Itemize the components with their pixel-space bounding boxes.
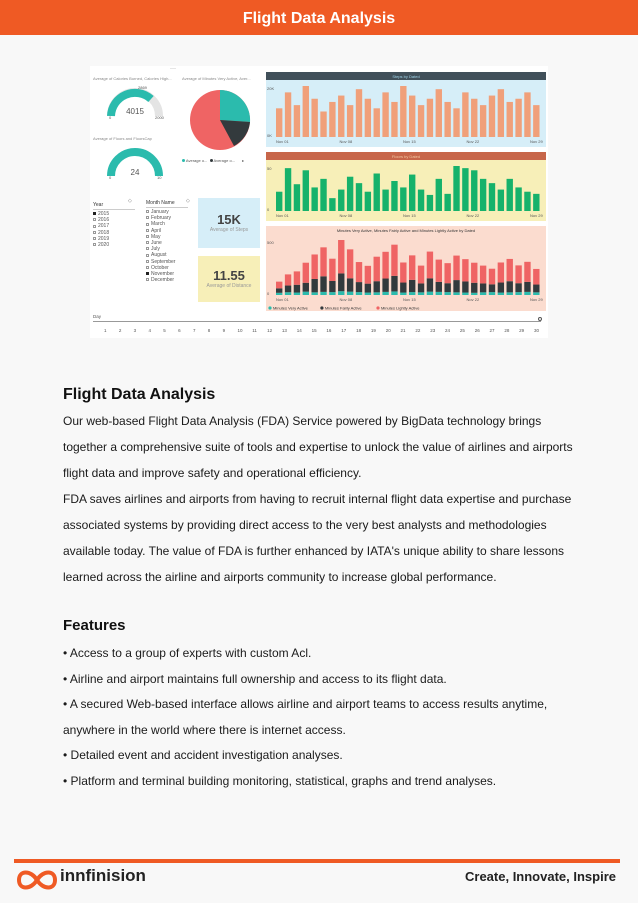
- checkbox-icon[interactable]: [146, 260, 149, 263]
- bar-segment: [347, 278, 353, 291]
- bar-segment: [409, 255, 415, 279]
- day-tick-label: 26: [474, 328, 480, 333]
- activity-pie-chart: [188, 88, 252, 152]
- bar: [489, 183, 495, 211]
- month-option-label: June: [151, 240, 162, 247]
- checkbox-icon[interactable]: [93, 231, 96, 234]
- bar-segment: [515, 283, 521, 292]
- bar: [285, 168, 291, 211]
- day-tick-label: 14: [296, 328, 302, 333]
- checkbox-icon[interactable]: [146, 223, 149, 226]
- month-option-label: September: [151, 258, 176, 265]
- legend-marker: [320, 306, 323, 309]
- checkbox-icon[interactable]: [93, 237, 96, 240]
- list-item: • Platform and terminal building monitoring, statistical, graphs and trend analyses.: [63, 773, 497, 788]
- chart-title: Floors by Dated: [391, 154, 421, 159]
- bar-segment: [276, 288, 282, 292]
- year-option-label: 2020: [98, 242, 110, 249]
- bar-segment: [400, 283, 406, 293]
- bar-segment: [382, 252, 388, 279]
- bar-segment: [471, 293, 477, 295]
- day-tick-label: 5: [163, 328, 166, 333]
- bar-segment: [311, 279, 317, 292]
- bar-segment: [400, 293, 406, 295]
- gauge2-title: Average of Floors and FloorsCap: [93, 136, 152, 141]
- bar-segment: [294, 293, 300, 295]
- bar-segment: [329, 259, 335, 281]
- legend-marker: [268, 306, 271, 309]
- bar-segment: [400, 262, 406, 282]
- day-tick-label: 29: [519, 328, 525, 333]
- bar-segment: [303, 263, 309, 283]
- bar: [453, 108, 459, 137]
- day-tick-label: 27: [489, 328, 495, 333]
- bar-segment: [471, 263, 477, 283]
- bar-segment: [285, 274, 291, 285]
- chart-title: Minutes Very Active, Minutes Fairly Active and Minutes Lightly Active by Dated: [336, 228, 476, 233]
- day-slider-label: Day: [93, 314, 102, 319]
- gauge2-value: 24: [130, 168, 140, 177]
- bar-segment: [347, 249, 353, 278]
- month-slicer: [146, 200, 188, 283]
- bar-segment: [444, 292, 450, 295]
- gauge2-min: 0: [109, 175, 112, 180]
- day-tick-label: 10: [237, 328, 243, 333]
- day-tick-label: 17: [341, 328, 347, 333]
- steps-kpi-card: [198, 198, 260, 248]
- x-tick-label: Nov 29: [530, 297, 543, 302]
- bar: [400, 187, 406, 211]
- month-option-label: January: [151, 209, 169, 215]
- bar-segment: [524, 292, 530, 295]
- bar: [444, 194, 450, 211]
- list-item: • Airline and airport maintains full ownership and access to its flight data.: [63, 671, 447, 686]
- x-tick-label: Nov 29: [530, 139, 543, 144]
- checkbox-icon[interactable]: [146, 278, 149, 281]
- year-slicer-header: Year: [93, 202, 135, 210]
- bar: [515, 99, 521, 137]
- bar: [347, 105, 353, 137]
- bar-segment: [391, 245, 397, 276]
- bar: [400, 86, 406, 137]
- day-tick-label: 28: [504, 328, 510, 333]
- bar: [533, 105, 539, 137]
- month-option[interactable]: [146, 277, 188, 283]
- bar-segment: [507, 281, 513, 292]
- year-slicer: [93, 202, 135, 248]
- pie-legend-item-2: Average o...: [213, 158, 236, 163]
- year-option-label: 2015: [98, 211, 110, 217]
- checkbox-icon[interactable]: [146, 266, 149, 269]
- pie-legend: Average o... Average o... ▸: [182, 158, 244, 163]
- bar-segment: [444, 263, 450, 283]
- checkbox-icon[interactable]: [146, 247, 149, 250]
- day-tick-label: 30: [534, 328, 540, 333]
- month-option-label: March: [151, 221, 165, 228]
- bar: [515, 187, 521, 211]
- bar: [524, 92, 530, 137]
- bar: [471, 170, 477, 211]
- bar: [507, 179, 513, 211]
- bar-segment: [453, 292, 459, 295]
- bar-segment: [462, 259, 468, 281]
- bar-segment: [436, 282, 442, 292]
- bar-segment: [276, 293, 282, 295]
- header-title: Flight Data Analysis: [242, 10, 396, 27]
- bar: [462, 168, 468, 211]
- bar-segment: [489, 292, 495, 295]
- day-tick-label: 25: [459, 328, 465, 333]
- x-tick-label: Nov 08: [339, 297, 353, 302]
- list-item: • A secured Web-based interface allows airline and airport teams to access results anytime, anywhere in the world where there is internet access.: [63, 697, 548, 737]
- steps-kpi-label: Average of Steps: [209, 227, 249, 233]
- y-tick-label: 50: [267, 166, 272, 171]
- bar: [436, 89, 442, 137]
- bar: [276, 108, 282, 137]
- y-tick-label: 0: [267, 291, 270, 296]
- bar-segment: [489, 269, 495, 285]
- year-option-label: 2019: [98, 235, 110, 242]
- bar: [294, 184, 300, 211]
- year-option-label: 2018: [98, 229, 110, 236]
- distance-kpi-label: Average of Distance: [206, 283, 252, 289]
- bar-segment: [427, 278, 433, 291]
- checkbox-icon[interactable]: [93, 243, 96, 246]
- bar-segment: [294, 285, 300, 293]
- bar: [498, 190, 504, 211]
- day-tick-label: 15: [311, 328, 317, 333]
- day-tick-label: 22: [415, 328, 421, 333]
- bar: [303, 170, 309, 211]
- checkbox-icon[interactable]: [146, 235, 149, 238]
- bar-segment: [329, 281, 335, 292]
- day-tick-label: 7: [192, 328, 196, 333]
- x-tick-label: Nov 22: [466, 139, 480, 144]
- dashboard-screenshot: [90, 66, 548, 338]
- x-tick-label: Nov 01: [276, 139, 289, 144]
- bar-segment: [524, 262, 530, 282]
- bar-segment: [427, 292, 433, 295]
- x-tick-label: Nov 15: [403, 213, 416, 218]
- bar-segment: [533, 285, 539, 293]
- bar: [524, 192, 530, 211]
- bar: [382, 92, 388, 137]
- distance-kpi-card: [198, 256, 260, 302]
- bar-segment: [462, 281, 468, 292]
- bar-segment: [409, 292, 415, 295]
- y-tick-label: 0: [267, 207, 270, 212]
- day-tick-label: 4: [148, 328, 151, 333]
- bar-segment: [276, 282, 282, 289]
- bar-segment: [418, 292, 424, 295]
- y-tick-label: 20K: [267, 86, 275, 91]
- month-option-label: July: [151, 246, 160, 253]
- article-paragraph-2: FDA saves airlines and airports from having to recruit internal flight data expertise and purchase associated systems by providing direct access to the very best analysts and methodologies available today. The value of FDA is further enhanced by IATA's unique ability to share lessons learned across the airline and airports community to increase global performance.: [63, 492, 572, 584]
- bar-segment: [285, 292, 291, 295]
- bar: [489, 96, 495, 137]
- year-option[interactable]: [93, 242, 135, 248]
- bar-segment: [515, 292, 521, 295]
- chart-title: Steps by Dated: [392, 74, 420, 79]
- month-option-label: October: [151, 264, 169, 271]
- x-tick-label: Nov 22: [466, 213, 480, 218]
- bar: [356, 89, 362, 137]
- checkbox-icon[interactable]: [146, 210, 149, 213]
- y-tick-label: 0K: [267, 133, 272, 138]
- bar: [427, 195, 433, 211]
- bar-segment: [533, 269, 539, 285]
- x-tick-label: Nov 15: [403, 297, 416, 302]
- bar: [436, 179, 442, 211]
- bar: [391, 102, 397, 137]
- gauge2-max: 10: [157, 175, 162, 180]
- day-tick-label: 8: [207, 328, 211, 333]
- bar-segment: [338, 240, 344, 273]
- bar: [453, 166, 459, 211]
- day-tick-label: 13: [281, 328, 287, 333]
- gauge1-target: 2869: [138, 85, 147, 90]
- bar: [418, 105, 424, 137]
- day-tick-label: 1: [104, 328, 107, 333]
- bar: [320, 112, 326, 138]
- bar-segment: [427, 252, 433, 279]
- footer-divider: [14, 859, 620, 863]
- bar-segment: [507, 292, 513, 295]
- bar: [303, 86, 309, 137]
- checkbox-icon[interactable]: [146, 241, 149, 244]
- article-title: Flight Data Analysis: [63, 386, 216, 403]
- year-option-label: 2016: [98, 217, 110, 224]
- day-tick-label: 19: [370, 328, 376, 333]
- features-list: [63, 641, 583, 794]
- bar-segment: [374, 281, 380, 292]
- eraser-icon[interactable]: ◇: [186, 198, 190, 204]
- distance-kpi-value: 11.55: [213, 268, 245, 283]
- bar-segment: [498, 262, 504, 282]
- legend-label: Minutes Very Active: [273, 305, 308, 311]
- bar-segment: [382, 292, 388, 295]
- list-item: • Access to a group of experts with custom Acl.: [63, 646, 312, 660]
- checkbox-icon[interactable]: [93, 218, 96, 221]
- bar-segment: [533, 292, 539, 295]
- x-tick-label: Nov 29: [530, 213, 543, 218]
- bar-segment: [356, 262, 362, 282]
- infinity-logo-icon: [16, 868, 58, 892]
- bar-segment: [524, 282, 530, 292]
- month-option-label: November: [151, 271, 175, 278]
- bar-segment: [444, 283, 450, 292]
- bar: [311, 187, 317, 211]
- bar-segment: [320, 292, 326, 295]
- bar-segment: [329, 292, 335, 295]
- bar: [338, 96, 344, 137]
- more-options-icon[interactable]: ···: [170, 66, 176, 72]
- bar-segment: [338, 291, 344, 295]
- bar-segment: [436, 292, 442, 295]
- x-tick-label: Nov 01: [276, 297, 289, 302]
- day-tick-label: 21: [400, 328, 406, 333]
- bar-segment: [436, 260, 442, 282]
- bar: [365, 99, 371, 137]
- bar: [276, 192, 282, 211]
- day-tick-label: 9: [222, 328, 226, 333]
- bar: [320, 179, 326, 211]
- bar-segment: [498, 293, 504, 295]
- bar: [356, 183, 362, 211]
- bar-segment: [365, 266, 371, 284]
- pie-legend-item-1: Average o...: [185, 158, 208, 163]
- bar: [294, 105, 300, 137]
- bar-segment: [480, 283, 486, 292]
- day-tick-label: 24: [445, 328, 451, 333]
- bar-segment: [285, 286, 291, 293]
- month-option-label: December: [151, 277, 175, 284]
- bar-segment: [489, 284, 495, 292]
- footer-brand: innfinision: [60, 866, 146, 885]
- bar-segment: [311, 254, 317, 278]
- floors-bar-chart: [266, 152, 546, 221]
- bar: [444, 102, 450, 137]
- bar-segment: [391, 291, 397, 295]
- bar: [409, 96, 415, 137]
- features-title: Features: [63, 617, 126, 634]
- bar-segment: [480, 292, 486, 295]
- bar-segment: [453, 256, 459, 280]
- x-tick-label: Nov 08: [339, 213, 353, 218]
- bar: [374, 108, 380, 137]
- bar: [391, 181, 397, 211]
- bar: [480, 179, 486, 211]
- checkbox-icon[interactable]: [146, 254, 149, 257]
- bar-segment: [507, 259, 513, 281]
- bar: [311, 99, 317, 137]
- bar-segment: [498, 283, 504, 293]
- bar-segment: [320, 247, 326, 276]
- gauge1-min: 0: [109, 115, 112, 120]
- day-tick-label: 20: [385, 328, 391, 333]
- bar-segment: [338, 273, 344, 291]
- checkbox-icon[interactable]: [146, 272, 149, 275]
- bar-segment: [320, 276, 326, 292]
- bar-segment: [356, 292, 362, 295]
- bar: [374, 174, 380, 212]
- checkbox-icon[interactable]: [146, 229, 149, 232]
- bar: [418, 190, 424, 211]
- day-tick-label: 11: [252, 328, 257, 333]
- bar-segment: [356, 282, 362, 292]
- bar: [329, 198, 335, 211]
- bar: [507, 102, 513, 137]
- bar-segment: [303, 292, 309, 295]
- bar: [471, 99, 477, 137]
- bar-segment: [453, 280, 459, 292]
- bar: [347, 177, 353, 211]
- legend-label: Minutes Fairly Active: [324, 305, 362, 311]
- bar: [382, 190, 388, 211]
- footer-tagline: Create, Innovate, Inspire: [465, 869, 616, 884]
- year-option-label: 2017: [98, 223, 110, 230]
- gauge1-max: 2000: [155, 115, 164, 120]
- month-option-label: May: [151, 233, 161, 240]
- bar-segment: [374, 257, 380, 281]
- bar-segment: [418, 283, 424, 292]
- legend-label: Minutes Lightly Active: [381, 305, 420, 311]
- article-paragraph-1: Our web-based Flight Data Analysis (FDA) Service powered by BigData technology brings together a comprehensive suite of tools and expertise to unlock the value of airlines and airports flight data and improve safety and operational efficiency.: [63, 414, 573, 480]
- checkbox-icon[interactable]: [93, 225, 96, 228]
- checkbox-icon[interactable]: [93, 212, 96, 215]
- calories-gauge: [105, 84, 165, 120]
- bar-segment: [303, 283, 309, 292]
- header-title-bar: [0, 0, 638, 35]
- day-tick-label: 3: [133, 328, 137, 333]
- bar-segment: [294, 271, 300, 284]
- legend-marker: [376, 306, 379, 309]
- month-option-label: April: [151, 227, 162, 234]
- day-tick-label: 18: [356, 328, 362, 333]
- x-tick-label: Nov 08: [339, 139, 353, 144]
- bar: [409, 175, 415, 211]
- x-tick-label: Nov 15: [403, 139, 416, 144]
- bar-segment: [462, 293, 468, 295]
- bar: [338, 190, 344, 211]
- floors-gauge: [105, 146, 165, 180]
- bar-segment: [365, 284, 371, 293]
- day-tick-label: 12: [267, 328, 273, 333]
- bar-segment: [374, 292, 380, 295]
- bar-segment: [382, 279, 388, 292]
- month-option-label: August: [151, 252, 167, 259]
- checkbox-icon[interactable]: [146, 216, 149, 219]
- bar-segment: [418, 266, 424, 284]
- y-tick-label: 500: [267, 240, 274, 245]
- steps-kpi-value: 15K: [217, 212, 241, 227]
- bar: [480, 105, 486, 137]
- x-tick-label: Nov 22: [466, 297, 480, 302]
- bar: [365, 192, 371, 211]
- month-option-label: February: [151, 215, 172, 222]
- x-tick-label: Nov 01: [276, 213, 289, 218]
- bar-segment: [311, 292, 317, 295]
- list-item: • Detailed event and accident investigation analyses.: [63, 748, 343, 762]
- bar: [498, 89, 504, 137]
- day-tick-label: 23: [430, 328, 436, 333]
- minutes-stacked-bar-chart: [266, 226, 546, 311]
- day-slider-ticks: [104, 328, 544, 336]
- bar: [533, 194, 539, 211]
- bar-segment: [347, 292, 353, 295]
- bar-segment: [515, 265, 521, 283]
- bar-segment: [471, 283, 477, 293]
- day-tick-label: 16: [326, 328, 332, 333]
- gauge1-value: 4015: [126, 107, 144, 116]
- steps-bar-chart: [266, 72, 546, 147]
- gauge1-title: Average of Calories Burned, Calories High...: [93, 76, 172, 81]
- bar-segment: [391, 276, 397, 292]
- bar: [427, 99, 433, 137]
- eraser-icon[interactable]: ◇: [128, 198, 132, 204]
- day-tick-label: 6: [178, 328, 181, 333]
- bar-segment: [409, 280, 415, 292]
- bar: [285, 92, 291, 137]
- pie-title: Average of Minutes Very Active, Aver...: [182, 76, 251, 81]
- bar: [462, 92, 468, 137]
- bar: [329, 102, 335, 137]
- day-tick-label: 2: [118, 328, 122, 333]
- bar-segment: [480, 266, 486, 284]
- month-slicer-header: Month Name: [146, 200, 188, 208]
- bar-segment: [365, 293, 371, 295]
